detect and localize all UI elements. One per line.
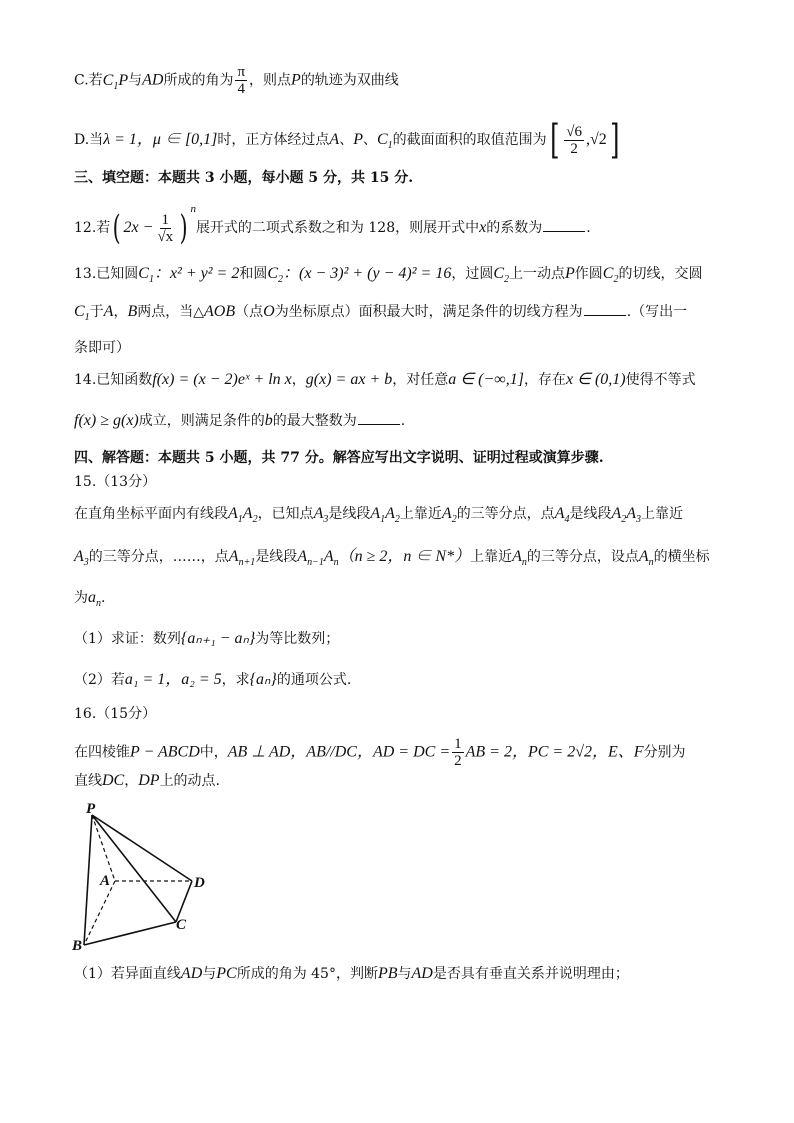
paren-right: ): [179, 208, 188, 248]
text: 上靠近: [470, 549, 513, 565]
math-init: a₁ = 1，a₂ = 5: [124, 671, 222, 688]
fraction-sqrt6-2: $\frac{√6}{2}$: [566, 123, 582, 157]
text: 是线段: [569, 506, 612, 522]
text: 的三等分点，点: [456, 506, 555, 522]
math-exponent-n: n: [190, 203, 196, 216]
math-x: x: [479, 219, 487, 236]
bracket-left: [: [549, 117, 560, 163]
math-range-end: ,√2: [586, 131, 607, 148]
math-x-range: x ∈ (0,1): [565, 371, 626, 388]
label-p: P: [86, 801, 96, 817]
edge-ab-hidden: [84, 881, 115, 945]
text: 的切线，交圆: [618, 266, 703, 282]
math-c2: $C_2$: [493, 265, 509, 286]
label-d: D: [194, 875, 205, 891]
section-3-title: 三、填空题：本题共 3 小题，每小题 5 分，共 15 分.: [74, 170, 414, 186]
text: 的通项公式.: [276, 672, 352, 688]
math-p: P: [291, 71, 301, 89]
text: 为等比数列；: [255, 631, 340, 647]
text: 13.已知圆: [74, 266, 139, 282]
label-c: C: [176, 917, 187, 933]
paren-left: (: [112, 208, 121, 248]
q14-line2: [74, 411, 405, 431]
text: （2）若: [74, 672, 125, 688]
q12: [74, 203, 591, 248]
q16-header: 16.（15分）: [74, 706, 157, 722]
text: 与: [202, 966, 217, 982]
math-ad-dc: AD = DC =: [372, 743, 451, 761]
math-ab-2: AB = 2: [465, 743, 512, 761]
edge-cd: [176, 881, 192, 922]
q15-line1: [74, 504, 683, 524]
q11-option-c: [74, 64, 399, 97]
math-an-1an: $A_{n-1}A_n$: [297, 548, 339, 569]
text: 的最大整数为: [272, 413, 357, 429]
math-2x: 2x −: [123, 219, 154, 236]
text: .: [586, 220, 591, 236]
text: 所成的角为 45°，判断: [236, 966, 378, 982]
math-b: b: [264, 412, 273, 429]
math-g: g(x) = ax + b: [305, 371, 393, 388]
math-an: $A_n$: [512, 548, 527, 569]
text: 两点，当△: [137, 304, 205, 320]
q15-header: 15.（13分）: [74, 474, 157, 490]
math-seq-diff: {aₙ₊₁ − aₙ}: [180, 630, 256, 647]
math-c1p: $C_1P$: [102, 71, 129, 92]
math-c1: $C_1$: [138, 265, 154, 286]
math-o: O: [263, 303, 275, 320]
edge-pc: [92, 815, 176, 922]
math-a-range: a ∈ (−∞,1]: [448, 371, 524, 388]
text: 在直角坐标平面内有线段: [74, 506, 228, 522]
section-4-title: 四、解答题：本题共 5 小题，共 77 分。解答应写出文字说明、证明过程或演算步骤.: [74, 450, 604, 466]
edge-bc: [84, 922, 176, 945]
answer-blank[interactable]: [584, 303, 626, 316]
math-ef: ，E、F: [592, 743, 644, 761]
math-p: P: [565, 265, 575, 282]
math-pc: PC: [216, 965, 237, 982]
text: 中，: [199, 744, 228, 761]
text: 于: [89, 304, 104, 320]
math-mu: ，μ ∈ [0,1]: [136, 131, 218, 148]
text: D.当: [74, 132, 104, 148]
answer-blank[interactable]: [358, 412, 400, 425]
math-an1: $A_{n+1}$: [228, 548, 256, 569]
math-pb: PB: [377, 965, 398, 982]
math-ad: AD: [180, 965, 203, 982]
math-ad: AD: [142, 71, 164, 89]
math-a2: $A_2$: [441, 505, 457, 526]
text: 为: [74, 590, 88, 606]
math-aob: AOB: [204, 303, 236, 320]
q16-part1: [74, 964, 629, 984]
text: C.若: [74, 72, 103, 89]
q13-line1: [74, 264, 702, 284]
math-a4: $A_4$: [554, 505, 570, 526]
text: （点: [235, 304, 264, 320]
math-f: f(x) = (x − 2)eˣ + ln x: [152, 371, 292, 388]
text: ，求: [221, 672, 250, 688]
text: 展开式的二项式系数之和为 128，则展开式中: [195, 220, 480, 236]
text: 分别为: [643, 744, 686, 761]
text: ，已知点: [257, 506, 314, 522]
q15-part1: [74, 629, 339, 649]
text: ，: [113, 304, 128, 320]
text: 直线: [74, 773, 102, 789]
math-c1: $C_1$: [376, 131, 393, 152]
text: .: [101, 590, 106, 606]
edge-pb: [84, 815, 92, 945]
text: 作圆: [574, 266, 603, 282]
math-a3: $A_3$: [313, 505, 329, 526]
text: 是线段: [328, 506, 371, 522]
math-pc: ，PC = 2√2: [511, 743, 592, 761]
text: 上的动点.: [159, 773, 221, 789]
q13-line2: [74, 302, 687, 322]
text: 、: [362, 132, 377, 148]
math-pyramid: P − ABCD: [130, 743, 200, 761]
text: ，: [124, 773, 139, 789]
q15-line3: [74, 588, 105, 608]
pyramid-figure: [60, 795, 230, 955]
text: .: [400, 413, 406, 429]
math-a: A: [103, 303, 114, 320]
text: 的系数为: [486, 220, 543, 236]
q16-line1: [74, 736, 686, 769]
math-eq2: ：(x − 3)² + (y − 4)² = 16: [283, 265, 452, 282]
math-n-cond: （n ≥ 2，n ∈ N*）: [338, 548, 471, 565]
math-p: P: [353, 131, 363, 148]
math-ad: AD: [411, 965, 433, 982]
fraction-pi-4: $\frac{\pi}{4}$: [237, 64, 246, 97]
math-c1: $C_1$: [74, 303, 90, 324]
text: 与: [397, 966, 412, 982]
text: 成立，则满足条件的: [138, 413, 265, 429]
q14-line1: [74, 370, 696, 390]
text: 为坐标原点）面积最大时，满足条件的切线方程为: [274, 304, 583, 320]
q15-part2: [74, 670, 351, 690]
answer-blank[interactable]: [543, 219, 585, 232]
text: 、: [339, 132, 354, 148]
text: ，过圆: [451, 266, 494, 282]
text: ，存在: [523, 372, 566, 388]
text: 12.若: [74, 220, 111, 236]
bracket-right: ]: [609, 117, 620, 163]
text: .（写出一: [626, 304, 688, 320]
math-a: A: [329, 131, 340, 148]
text: （1）求证：数列: [74, 631, 181, 647]
q13-line3: 条即可）: [74, 340, 130, 356]
text: 的轨迹为双曲线: [300, 72, 399, 89]
text: ，: [291, 372, 306, 388]
label-a: A: [100, 873, 111, 889]
text: ，则点: [249, 72, 292, 89]
text: 上靠近: [399, 506, 442, 522]
math-b: B: [127, 303, 138, 320]
q11-option-d: [74, 117, 622, 163]
text: 是否具有垂直关系并说明理由；: [432, 966, 629, 982]
q16-line2: [74, 771, 220, 791]
math-inequality: f(x) ≥ g(x): [74, 412, 139, 429]
math-a1a2: $A_1A_2$: [228, 505, 258, 526]
math-an: $A_n$: [638, 548, 654, 569]
math-a3: $A_3$: [74, 548, 89, 569]
text: ，对任意: [392, 372, 449, 388]
math-dc: DC: [102, 772, 125, 789]
math-an-lower: $a_n$: [88, 589, 101, 610]
math-dp: DP: [138, 772, 160, 789]
math-ab-perp-ad: AB ⊥ AD: [227, 743, 291, 761]
math-c2: $C_2$: [267, 265, 284, 286]
text: 的三等分点，设点: [526, 549, 639, 565]
math-a1a2: $A_1A_2$: [370, 505, 400, 526]
text: 所成的角为: [163, 72, 234, 89]
text: 的三等分点，……，点: [88, 549, 229, 565]
text: 是线段: [255, 549, 298, 565]
text: 上靠近: [641, 506, 684, 522]
edge-pd: [92, 815, 192, 881]
math-c2: $C_2$: [602, 265, 619, 286]
text: 在四棱锥: [74, 744, 130, 761]
text: 和圆: [239, 266, 268, 282]
math-a2a3: $A_2A_3$: [611, 505, 642, 526]
text: 14.已知函数: [74, 372, 153, 388]
math-seq: {aₙ}: [249, 671, 277, 688]
edge-pa-hidden: [92, 815, 115, 881]
math-ab-par-dc: ，AB//DC，: [290, 743, 373, 761]
text: 的横坐标: [653, 549, 710, 565]
fraction-1-sqrtx: $\frac{1}{√x}$: [157, 211, 174, 245]
math-eq1: ：x² + y² = 2: [153, 265, 240, 282]
q15-line2: [74, 547, 710, 567]
text: （1）若异面直线: [74, 966, 181, 982]
label-b: B: [72, 938, 83, 954]
text: 的截面面积的取值范围为: [392, 132, 547, 148]
text: 时，正方体经过点: [217, 132, 330, 148]
text: 上一动点: [509, 266, 565, 282]
text: 使得不等式: [625, 372, 696, 388]
fraction-1-2: $\frac{1}{2}$: [454, 736, 462, 769]
text: 与: [128, 72, 143, 89]
math-lambda: λ = 1: [103, 131, 137, 148]
